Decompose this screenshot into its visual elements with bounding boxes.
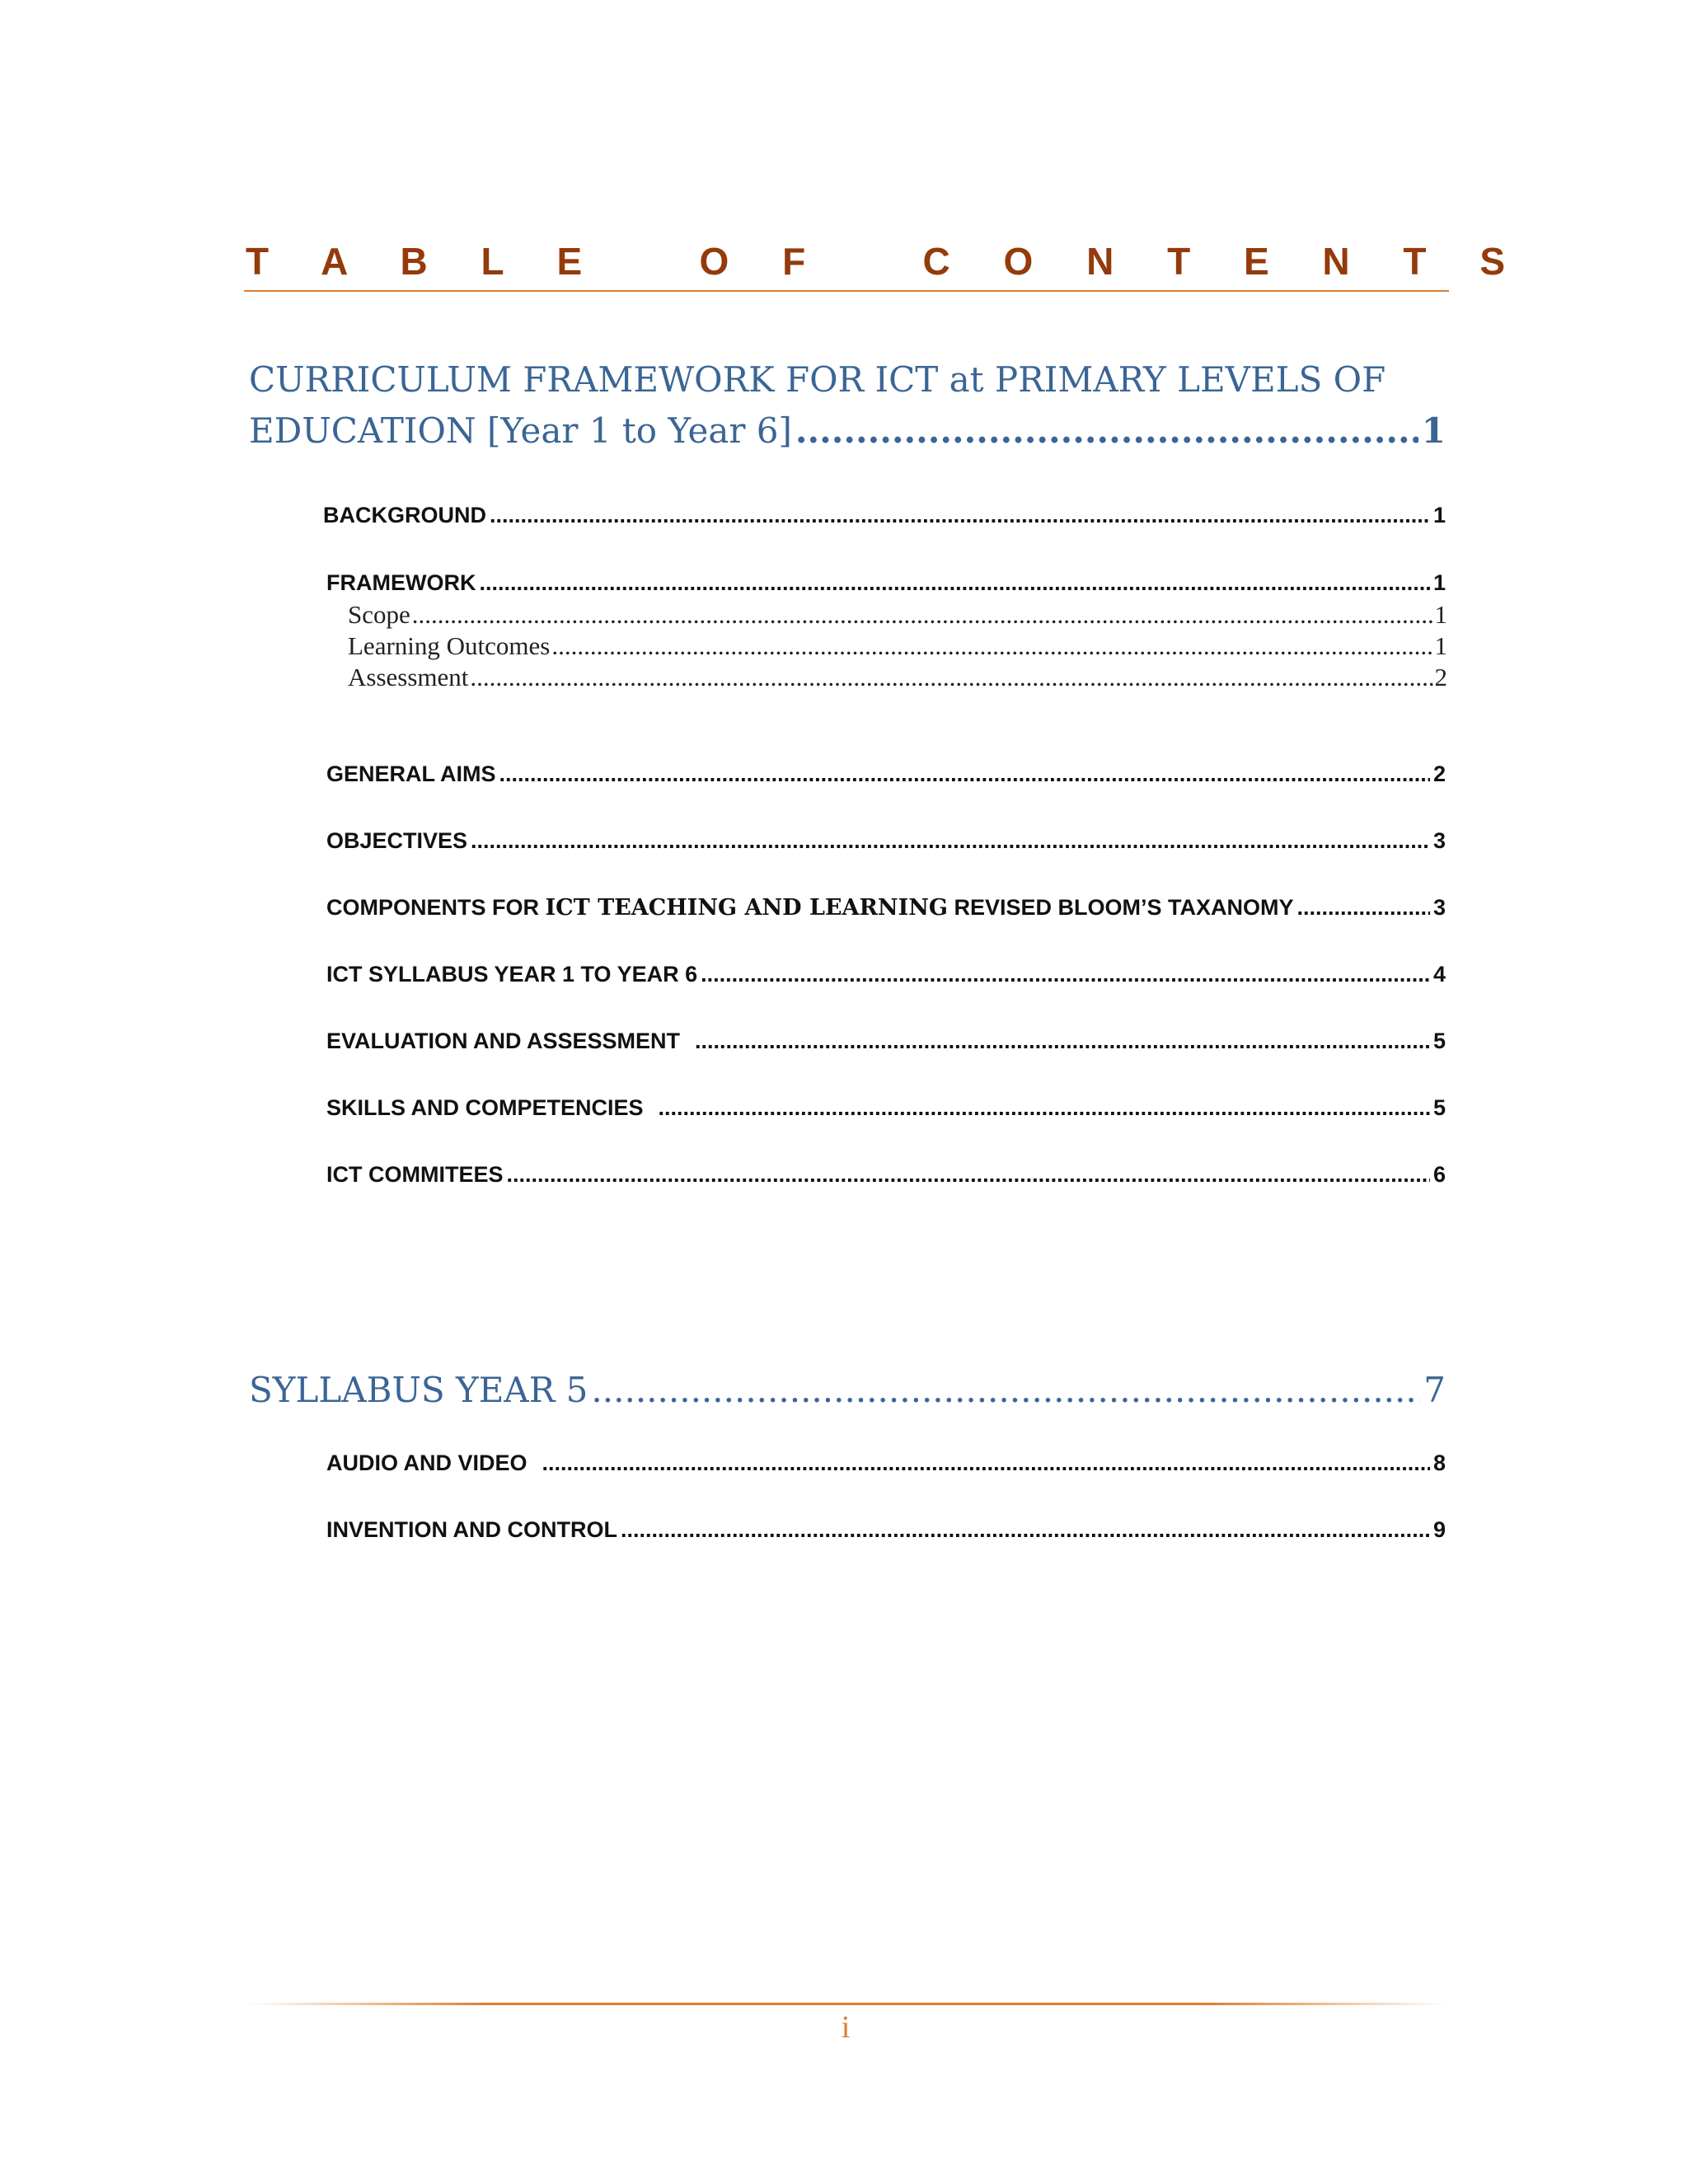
toc-entry-label: INVENTION AND CONTROL (326, 1517, 617, 1542)
toc-entry-framework[interactable] (326, 570, 1446, 596)
dot-leader (1297, 895, 1430, 921)
toc-entry-label: FRAMEWORK (326, 570, 476, 595)
toc-entry-page: 3 (1432, 895, 1446, 920)
dot-leader (701, 962, 1430, 987)
toc-entry-page: 1 (1432, 570, 1446, 595)
toc-entry-evaluation[interactable] (326, 1029, 1446, 1054)
toc-entry-page: 1 (1434, 600, 1447, 629)
toc-title: T A B L E O F C O N T E N T S (246, 240, 1526, 283)
toc-entry-page: 5 (1432, 1029, 1446, 1053)
toc-entry-label: ICT COMMITEES (326, 1162, 504, 1187)
toc-entry-label: SYLLABUS YEAR 5 (249, 1370, 588, 1410)
toc-entry-audio-video[interactable] (326, 1451, 1446, 1476)
toc-entry-page: 2 (1434, 663, 1447, 691)
toc-entry-page: 3 (1432, 828, 1446, 853)
toc-entry-label: AUDIO AND VIDEO (326, 1451, 528, 1475)
toc-entry-page: 1 (1434, 631, 1447, 660)
dot-leader (621, 1517, 1430, 1543)
dot-leader (470, 663, 1432, 692)
toc-entry-label: Assessment (348, 663, 469, 691)
toc-entry-label: EVALUATION AND ASSESSMENT (326, 1029, 681, 1053)
toc-entry-label: SKILLS AND COMPETENCIES (326, 1095, 644, 1120)
toc-entry-page: 5 (1432, 1095, 1446, 1120)
page-number: i (841, 2010, 851, 2045)
dot-leader (795, 410, 1418, 451)
toc-entry-ict-syllabus[interactable] (326, 962, 1446, 987)
toc-entry-curriculum[interactable] (249, 410, 1446, 451)
toc-entry-objectives[interactable] (326, 828, 1446, 854)
dot-leader (490, 503, 1430, 528)
toc-entry-scope[interactable] (348, 600, 1447, 630)
toc-entry-components[interactable] (326, 895, 1446, 921)
dot-leader (551, 631, 1432, 661)
footer-rule (247, 2003, 1447, 2005)
dot-leader (507, 1162, 1430, 1188)
dot-leader (471, 828, 1430, 854)
toc-entry-syllabus-year5[interactable] (249, 1370, 1446, 1410)
dot-leader (591, 1370, 1420, 1410)
toc-entry-learning-outcomes[interactable] (348, 631, 1447, 661)
dot-leader (695, 1029, 1430, 1054)
toc-entry-general-aims[interactable] (326, 762, 1446, 787)
toc-entry-page: 4 (1432, 962, 1446, 987)
dot-leader (542, 1451, 1430, 1476)
toc-entry-page: 6 (1432, 1162, 1446, 1187)
toc-entry-page: 1 (1432, 503, 1446, 527)
label-part-c: REVISED BLOOM’S TAXANOMY (947, 895, 1294, 920)
label-part-b: ICT TEACHING AND LEARNING (545, 895, 948, 921)
toc-entry-label: Learning Outcomes (348, 631, 551, 660)
toc-entry-page: 8 (1432, 1451, 1446, 1475)
title-underline (244, 290, 1449, 292)
toc-entry-page: 1 (1421, 410, 1446, 451)
toc-entry-page: 2 (1432, 762, 1446, 786)
toc-entry-page: 7 (1423, 1370, 1446, 1410)
toc-entry-invention-control[interactable] (326, 1517, 1446, 1543)
toc-entry-background[interactable] (323, 503, 1446, 528)
toc-entry-assessment[interactable] (348, 663, 1447, 692)
dot-leader (412, 600, 1433, 630)
dot-leader (659, 1095, 1430, 1121)
toc-entry-label: EDUCATION [Year 1 to Year 6] (249, 410, 792, 451)
dot-leader (479, 570, 1429, 596)
toc-entry-page: 9 (1432, 1517, 1446, 1542)
toc-entry-label: Scope (348, 600, 410, 629)
label-part-a: COMPONENTS FOR (326, 895, 546, 920)
toc-entry-committees[interactable] (326, 1162, 1446, 1188)
toc-entry-label (326, 895, 1294, 921)
toc-entry-label: GENERAL AIMS (326, 762, 496, 786)
toc-entry-label: ICT SYLLABUS YEAR 1 TO YEAR 6 (326, 962, 698, 987)
toc-entry-label: OBJECTIVES (326, 828, 468, 853)
toc-entry-skills[interactable] (326, 1095, 1446, 1121)
toc-entry-curriculum-line1[interactable]: CURRICULUM FRAMEWORK FOR ICT at PRIMARY LEVELS OF (249, 359, 1386, 400)
dot-leader (499, 762, 1430, 787)
toc-entry-label: BACKGROUND (323, 503, 486, 527)
